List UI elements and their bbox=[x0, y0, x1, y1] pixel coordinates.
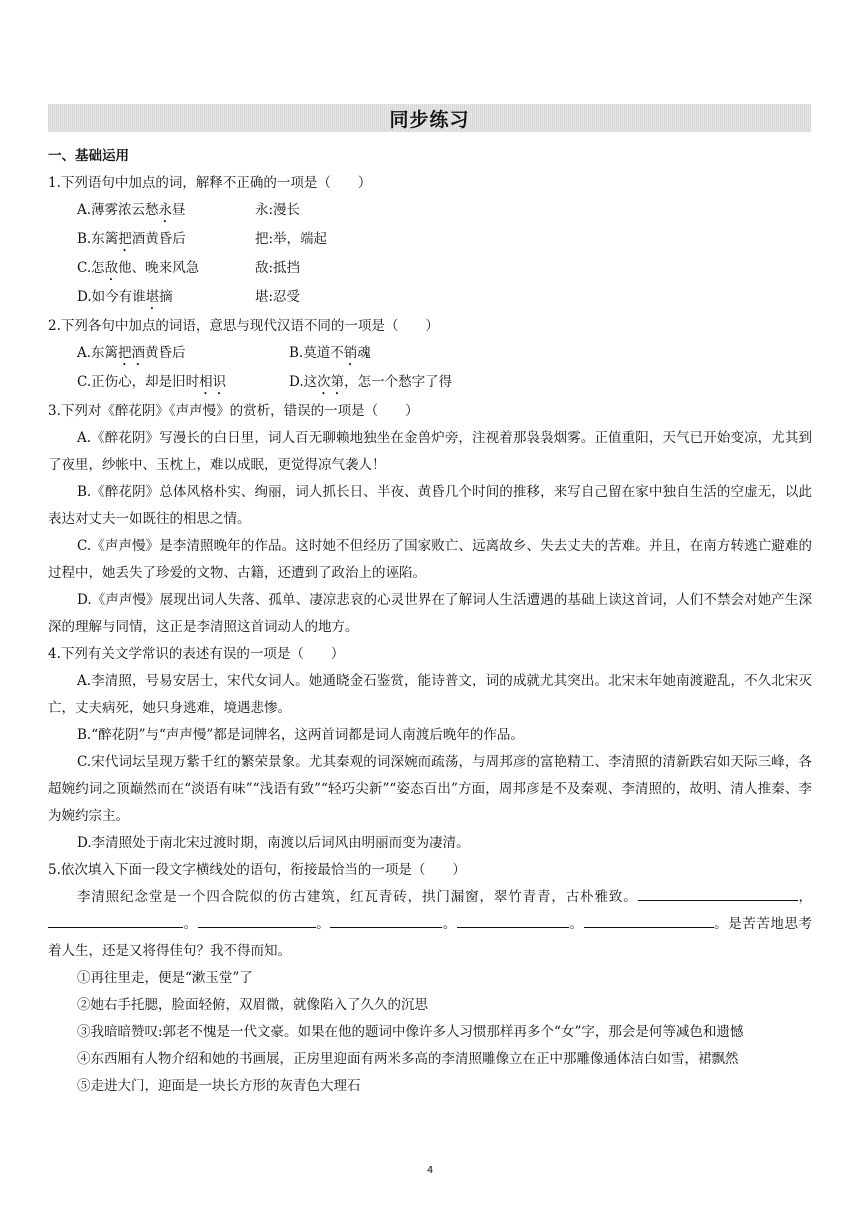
q3-option-a: A.《醉花阴》写漫长的白日里，词人百无聊赖地独坐在金兽炉旁，注视着那袅袅烟雾。正值重阳，天气已开始变凉，尤其到了夜里，纱帐中、玉枕上，难以成眠，更觉得凉气袭人！ bbox=[48, 430, 812, 473]
q1-gloss-d: 堪:忍受 bbox=[255, 289, 301, 305]
q1-option-a: A.薄雾浓云愁永昼 永:漫长 bbox=[48, 197, 812, 226]
q2-option-c: C.正伤心，却是旧时相识 bbox=[77, 374, 227, 390]
q4-option-a: A.李清照，号易安居士，宋代女词人。她通晓金石鉴赏，能诗普文，词的成就尤其突出。北宋末年她南渡避乱，不久北宋灭亡，丈夫病死，她只身逃难，境遇悲惨。 bbox=[48, 673, 812, 716]
q4-option-b: B.“醉花阴”与“声声慢”都是词牌名，这两首词都是词人南渡后晚年的作品。 bbox=[77, 727, 524, 743]
q4-option-c: C.宋代词坛呈现万紫千红的繁荣景象。尤其秦观的词深婉而疏荡，与周邦彦的富艳精工、李清照的清新跌宕如天际三峰，各超婉约词之顶巅然而在“淡语有味”“浅语有致”“轻巧尖新”“姿态百出”方面，周邦彦是不及秦观、李清照的，故明、清人推秦、李为婉约宗主。 bbox=[48, 754, 812, 824]
question-4-stem: 4.下列有关文学常识的表述有误的一项是（ ） bbox=[48, 646, 345, 662]
q1-option-c: C.怎敌他、晚来风急 敌:抵挡 bbox=[48, 255, 812, 284]
q4-option-d: D.李清照处于南北宋过渡时期，南渡以后词风由明丽而变为凄清。 bbox=[77, 835, 470, 851]
q1-option-d: D.如今有谁堪摘 堪:忍受 bbox=[48, 284, 812, 313]
q5-item-1: ①再往里走，便是“漱玉堂”了 bbox=[77, 970, 253, 986]
q2-option-d: D.这次第，怎一个愁字了得 bbox=[289, 374, 453, 390]
fill-blank-2 bbox=[48, 913, 183, 928]
q2-options-row1 bbox=[48, 340, 812, 369]
section-heading: 一、基础运用 bbox=[48, 148, 129, 164]
fill-blank-6 bbox=[584, 913, 714, 928]
question-2-stem: 2.下列各句中加点的词语，意思与现代汉语不同的一项是（ ） bbox=[48, 318, 439, 334]
fill-blank-3 bbox=[198, 913, 316, 928]
q3-option-d: D.《声声慢》展现出词人失落、孤单、凄凉悲哀的心灵世界在了解词人生活遭遇的基础上读这首词，人们不禁会对她产生深深的理解与同情，这正是李清照这首词动人的地方。 bbox=[48, 592, 812, 635]
question-1-stem: 1.下列语句中加点的词，解释不正确的一项是（ ） bbox=[48, 175, 372, 191]
q5-passage: 李清照纪念堂是一个四合院似的仿古建筑，红瓦青砖，拱门漏窗，翠竹青青，古朴雅致。 ，。 。 。 。 。是苦苦地思考着人生，还是又将得佳句？我不得而知。 bbox=[48, 884, 812, 965]
title-band bbox=[48, 104, 811, 132]
fill-blank-5 bbox=[457, 913, 569, 928]
q1-gloss-a: 永:漫长 bbox=[255, 202, 301, 218]
q5-item-3: ③我暗暗赞叹:郭老不愧是一代文豪。如果在他的题词中像许多人习惯那样再多个“女”字，那会是何等减色和遗憾 bbox=[77, 1024, 744, 1040]
exercise-content bbox=[48, 143, 812, 1100]
q3-option-b: B.《醉花阴》总体风格朴实、绚丽，词人抓长日、半夜、黄昏几个时间的推移，来写自己留在家中独自生活的空虚无，以此表达对丈夫一如既往的相思之情。 bbox=[48, 484, 812, 527]
q3-option-c: C.《声声慢》是李清照晚年的作品。这时她不但经历了国家败亡、远离故乡、失去丈夫的苦难。并且，在南方转逃亡避难的过程中，她丢失了珍爱的文物、古籍，还遭到了政治上的诬陷。 bbox=[48, 538, 812, 581]
q5-item-4: ④东西厢有人物介绍和她的书画展，正房里迎面有两米多高的李清照雕像立在正中那雕像通体洁白如雪，裙飘然 bbox=[77, 1051, 739, 1067]
fill-blank-4 bbox=[330, 913, 442, 928]
question-5-stem: 5.依次填入下面一段文字横线处的语句，衔接最恰当的一项是（ ） bbox=[48, 862, 466, 878]
q2-option-a: A.东篱把酒黄昏后 bbox=[77, 345, 186, 361]
q5-item-2: ②她右手托腮，脸面轻俯，双眉微，就像陷入了久久的沉思 bbox=[77, 997, 428, 1013]
q5-item-5: ⑤走进大门，迎面是一块长方形的灰青色大理石 bbox=[77, 1078, 361, 1094]
page-title: 同步练习 bbox=[389, 108, 470, 131]
q1-gloss-b: 把:举，端起 bbox=[255, 231, 328, 247]
question-3-stem: 3.下列对《醉花阴》《声声慢》的赏析，错误的一项是（ ） bbox=[48, 403, 419, 419]
fill-blank-1 bbox=[638, 886, 798, 901]
q1-option-b: B.东篱把酒黄昏后 把:举，端起 bbox=[48, 226, 812, 255]
q1-gloss-c: 敌:抵挡 bbox=[255, 260, 301, 276]
q2-options-row2 bbox=[48, 369, 812, 398]
q2-option-b: B.莫道不销魂 bbox=[289, 345, 371, 361]
page-number: 4 bbox=[426, 1165, 434, 1176]
